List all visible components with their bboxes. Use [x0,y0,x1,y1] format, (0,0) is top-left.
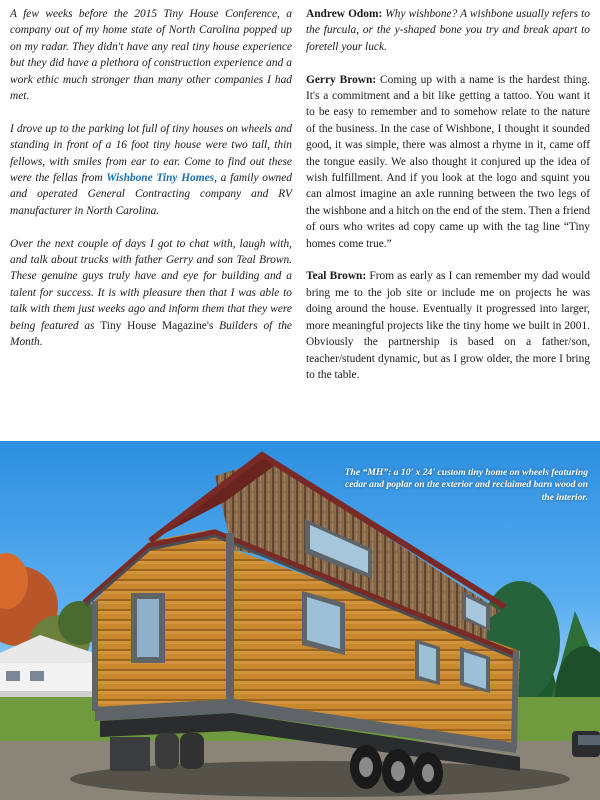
intro-paragraph: A few weeks before the 2015 Tiny House Conference, a company out of my home state of North Carolina popped up on my radar. They didn't have any real tiny house experience but they did have a plethora of construction experience and a work ethic much stronger than many other companies I had met. [10,8,292,103]
meeting-text-after: , a family owned and operated General Contracting company and RV manufacturer in North Carolina. [10,172,292,217]
speaker-teal: Teal Brown: [306,270,367,283]
question-text: Why wishbone? A wishbone usually refers to the furcula, or the y-shaped bone you try and break apart to foretell your luck. [306,8,590,53]
feature-text-before: Over the next couple of days I got to chat with, laugh with, and talk about trucks with father Gerry and son Teal Brown. These genuine guys truly have and eye for building and a talent for success. It is with pleasure then that I was able to talk with them just weeks ago and inform them that they were being featured as [10,237,292,332]
answer-teal [306,268,590,383]
parked-car [572,731,600,757]
magazine-name: Tiny House Magazine's [100,319,220,332]
question-andrew [306,6,590,55]
right-column [306,6,590,400]
speaker-andrew: Andrew Odom: [306,8,383,20]
meeting-text-before: I drove up to the parking lot full of tiny houses on wheels and standing in front of a 16 foot tiny house were two tall, thin fellows, with smiles from ear to ear. Come to find out these were the fellas from [10,122,292,185]
answer-teal-text: From as early as I can remember my dad would bring me to the job site or include me on projects he was doing around the house. Eventually it progressed into larger, more meaningful projects like the tiny home we built in 2001. Obviously the partnership is based on a father/son, teacher/student dynamic, but as I grow older, the more I bring to the table. [306,270,591,381]
answer-gerry-text: Coming up with a name is the hardest thing. It's a commitment and a bit like getting a tattoo. You want it to be easy to remember and to somehow relate to the nature of the business. In the case of Wishbone, I thought it sounded good, it was simple, there was almost a rhyme in it, came off the tongue easily. We also thought it conjured up the idea of wish fulfillment. And if you look at the logo and squint you can almost imagine an axle running between the two legs of the wishbone and a hitch on the end of the stem. Then a friend of ours who writes ad copy came up with the tag line “Tiny homes come true.” [306,73,590,250]
photo-caption: The “MH”: a 10' x 24' custom tiny home on wheels featuring cedar and poplar on the exterior and reclaimed barn wood on the interior. [344,467,588,503]
left-column [10,6,292,367]
speaker-gerry: Gerry Brown: [306,73,377,86]
meeting-paragraph [10,121,292,219]
wishbone-tiny-homes-link[interactable]: Wishbone Tiny Homes [106,172,215,185]
answer-gerry [306,72,590,252]
feature-paragraph [10,236,292,351]
tiny-house-photo [0,441,600,800]
builders-of-the-month: Builders of the Month. [10,319,292,349]
